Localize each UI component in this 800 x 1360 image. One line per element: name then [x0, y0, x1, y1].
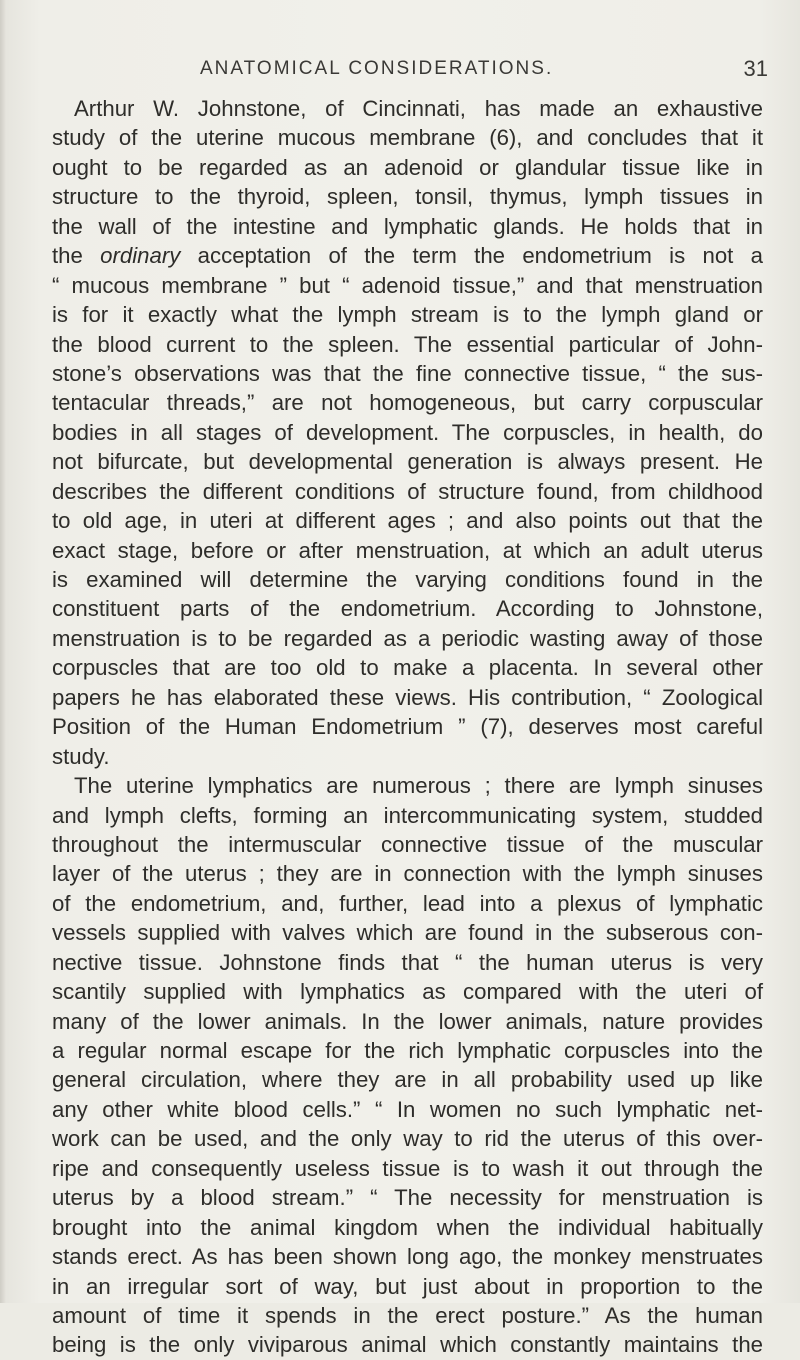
text-line: study. — [52, 743, 110, 769]
text-line: a regular normal escape for the rich lymphatic corpuscles into the — [52, 1038, 763, 1063]
emphasized-word: ordinary — [100, 243, 181, 269]
text-line: structure to the thyroid, spleen, tonsil, thymus, lymph tissues in — [52, 184, 763, 210]
text-line: stone’s observations was that the fine connective tissue, “ the sus- — [52, 360, 763, 386]
text-line: The uterine lymphatics are numerous ; there are lymph sinuses — [74, 773, 763, 799]
text-line: brought into the animal kingdom when the individual habitually — [52, 1214, 763, 1240]
running-head: ANATOMICAL CONSIDERATIONS. — [200, 58, 554, 79]
page-number: 31 — [743, 56, 768, 81]
text-line: Arthur W. Johnstone, of Cincinnati, has made an exhaustive — [74, 96, 763, 121]
text-line: in an irregular sort of way, but just about in proportion to the — [52, 1273, 763, 1299]
text-line: work can be used, and the only way to rid the uterus of this over- — [52, 1126, 763, 1152]
text-line — [52, 241, 763, 270]
text-line: is for it exactly what the lymph stream is to the lymph gland or — [52, 302, 763, 328]
text-line: ought to be regarded as an adenoid or glandular tissue like in — [52, 154, 763, 180]
text-line: many of the lower animals. In the lower animals, nature provides — [52, 1008, 763, 1034]
text-line: corpuscles that are too old to make a placenta. In several other — [52, 655, 763, 681]
text-line: describes the different conditions of structure found, from childhood — [52, 478, 763, 504]
text-line: and lymph clefts, forming an intercommunicating system, studded — [52, 802, 763, 828]
text-line: exact stage, before or after menstruation, at which an adult uterus — [52, 537, 763, 563]
text-line: any other white blood cells.” “ In women no such lymphatic net- — [52, 1096, 763, 1122]
text-line: scantily supplied with lymphatics as compared with the uteri of — [52, 979, 763, 1005]
text-line: vessels supplied with valves which are found in the subserous con- — [52, 920, 763, 946]
paragraph-2 — [52, 771, 763, 1360]
body-text — [52, 94, 763, 1360]
text-line: nective tissue. Johnstone finds that “ the human uterus is very — [52, 949, 763, 975]
page-header — [170, 58, 770, 88]
text-line: the wall of the intestine and lymphatic glands. He holds that in — [52, 213, 763, 239]
text-line: “ mucous membrane ” but “ adenoid tissue,” and that menstruation — [52, 272, 763, 298]
text-line: constituent parts of the endometrium. According to Johnstone, — [52, 596, 763, 622]
text-line: being is the only viviparous animal which constantly maintains the — [52, 1332, 763, 1358]
text-line: bodies in all stages of development. The corpuscles, in health, do — [52, 419, 763, 445]
text-line: Position of the Human Endometrium ” (7), deserves most careful — [52, 714, 763, 740]
text-line: of the endometrium, and, further, lead into a plexus of lymphatic — [52, 890, 763, 916]
text-line: layer of the uterus ; they are in connection with the lymph sinuses — [52, 861, 763, 887]
paragraph-1 — [52, 94, 763, 771]
text-line: menstruation is to be regarded as a periodic wasting away of those — [52, 625, 763, 651]
text-line: throughout the intermuscular connective tissue of the muscular — [52, 831, 763, 857]
page-edge-shadow — [0, 0, 6, 1303]
text-line: papers he has elaborated these views. His contribution, “ Zoological — [52, 684, 763, 710]
text-line: is examined will determine the varying conditions found in the — [52, 567, 763, 592]
text-fragment: acceptation of the term the endometrium is not a — [180, 243, 763, 269]
text-line: to old age, in uteri at different ages ; and also points out that the — [52, 508, 763, 534]
text-line: study of the uterine mucous membrane (6), and concludes that it — [52, 125, 763, 151]
text-line: general circulation, where they are in all probability used up like — [52, 1067, 763, 1093]
text-line: not bifurcate, but developmental generation is always present. He — [52, 449, 763, 475]
text-line: uterus by a blood stream.” “ The necessity for menstruation is — [52, 1185, 763, 1211]
text-line: ripe and consequently useless tissue is to wash it out through the — [52, 1155, 763, 1181]
text-line: the blood current to the spleen. The essential particular of John- — [52, 331, 763, 357]
text-line: stands erect. As has been shown long ago, the monkey menstruates — [52, 1244, 763, 1270]
text-fragment: the — [52, 243, 101, 269]
text-line: tentacular threads,” are not homogeneous, but carry corpuscular — [52, 390, 763, 416]
text-line: amount of time it spends in the erect posture.” As the human — [52, 1302, 763, 1328]
